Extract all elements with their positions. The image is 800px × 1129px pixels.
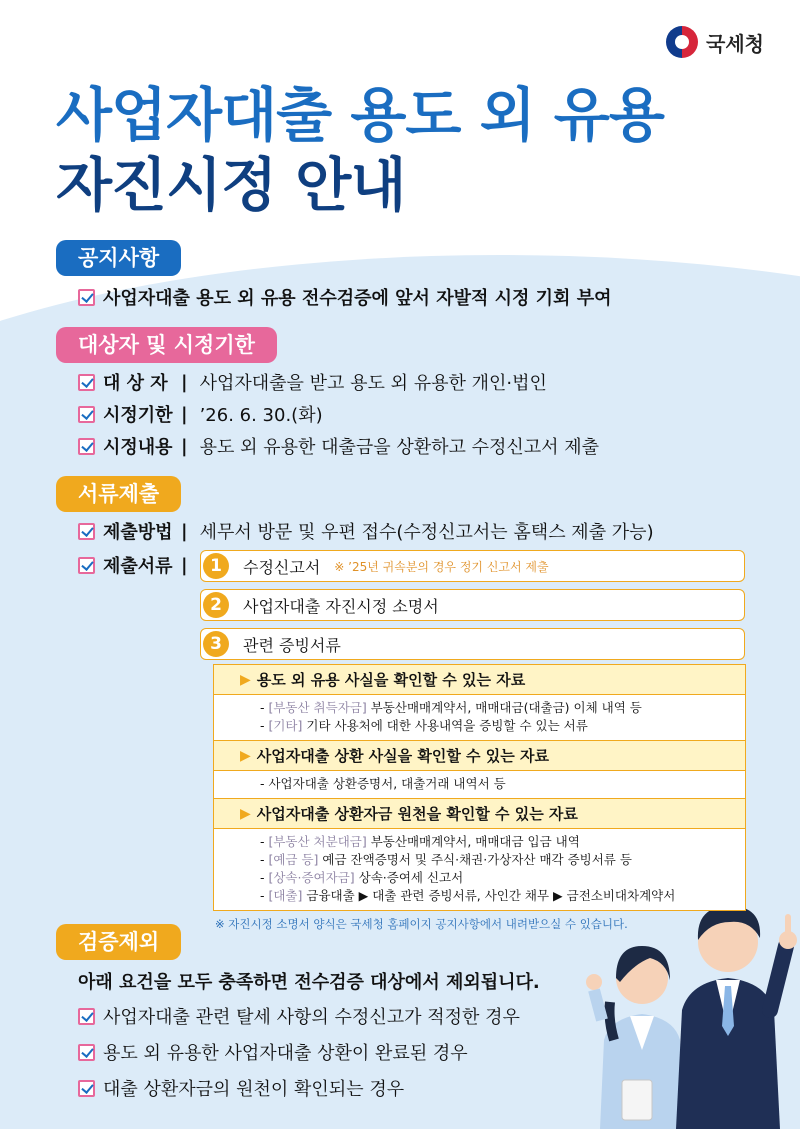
notice-section bbox=[56, 240, 181, 276]
submission-method: 제출방법 | 세무서 방문 및 우편 접수(수정신고서는 홈택스 제출 가능) bbox=[78, 515, 654, 547]
evidence-body bbox=[214, 771, 745, 799]
target-section bbox=[56, 327, 277, 363]
method-key: 제출방법 bbox=[103, 522, 173, 543]
doc-item bbox=[200, 589, 745, 621]
exclusion-item: 사업자대출 관련 탈세 사항의 수정신고가 적정한 경우 bbox=[78, 998, 540, 1034]
submission-section bbox=[56, 476, 181, 512]
target-value: 용도 외 유용한 대출금을 상환하고 수정신고서 제출 bbox=[199, 437, 600, 458]
logo-text: 국세청 bbox=[706, 31, 764, 56]
exclusion-label: 검증제외 bbox=[56, 924, 181, 960]
evidence-line: - [기타] 기타 사용처에 대한 사용내역을 증빙할 수 있는 서류 bbox=[260, 718, 588, 733]
title-line-2: 자진시정 안내 bbox=[56, 151, 406, 219]
evidence-heading: ▶ 사업자대출 상환 사실을 확인할 수 있는 자료 bbox=[214, 741, 745, 771]
target-label: 대상자 및 시정기한 bbox=[56, 327, 277, 363]
title-line-1: 사업자대출 용도 외 유용 bbox=[56, 81, 664, 149]
target-row: 대 상 자 | 사업자대출을 받고 용도 외 유용한 개인·법인 bbox=[78, 366, 599, 398]
form-download-note: ※ 자진시정 소명서 양식은 국세청 홈페이지 공지사항에서 내려받으실 수 있습니다. bbox=[215, 917, 628, 931]
exclusion-intro: 아래 요건을 모두 충족하면 전수검증 대상에서 제외됩니다. bbox=[78, 972, 540, 993]
doc-note: ※ ’25년 귀속분의 경우 정기 신고서 제출 bbox=[334, 559, 549, 574]
evidence-body bbox=[214, 829, 745, 910]
evidence-table bbox=[213, 664, 746, 911]
evidence-line: - 사업자대출 상환증명서, 대출거래 내역서 등 bbox=[260, 776, 506, 791]
checkbox-icon bbox=[78, 374, 95, 391]
doc-label: 사업자대출 자진시정 소명서 bbox=[243, 596, 439, 616]
exclusion-item: 대출 상환자금의 원천이 확인되는 경우 bbox=[78, 1070, 540, 1106]
method-value: 세무서 방문 및 우편 접수(수정신고서는 홈택스 제출 가능) bbox=[199, 522, 654, 543]
submission-docs: 제출서류 | bbox=[78, 549, 200, 581]
checkbox-icon bbox=[78, 557, 95, 574]
target-value: ’26. 6. 30.(화) bbox=[199, 405, 323, 426]
doc-label: 수정신고서 bbox=[243, 557, 321, 577]
man-figure-icon bbox=[676, 906, 797, 1129]
checkbox-icon bbox=[78, 438, 95, 455]
triangle-icon: ▶ bbox=[240, 805, 251, 822]
checkbox-icon bbox=[78, 523, 95, 540]
evidence-line: - [부동산 처분대금] 부동산매매계약서, 매매대금 입금 내역 bbox=[260, 834, 580, 849]
submission-label: 서류제출 bbox=[56, 476, 181, 512]
doc-item bbox=[200, 550, 745, 582]
target-key: 시정내용 bbox=[103, 437, 173, 458]
evidence-line: - [부동산 취득자금] 부동산매매계약서, 매매대금(대출금) 이체 내역 등 bbox=[260, 700, 642, 715]
notice-label: 공지사항 bbox=[56, 240, 181, 276]
checkbox-icon bbox=[78, 406, 95, 423]
evidence-heading: ▶ 사업자대출 상환자금 원천을 확인할 수 있는 자료 bbox=[214, 799, 745, 829]
evidence-body bbox=[214, 695, 745, 741]
checkbox-icon bbox=[78, 1044, 95, 1061]
exclusion-item: 용도 외 유용한 사업자대출 상환이 완료된 경우 bbox=[78, 1034, 540, 1070]
woman-figure-icon bbox=[586, 946, 684, 1129]
checkbox-icon bbox=[78, 289, 95, 306]
doc-item bbox=[200, 628, 745, 660]
target-row: 시정기한 | ’26. 6. 30.(화) bbox=[78, 398, 599, 430]
number-badge: 2 bbox=[203, 592, 229, 618]
target-row: 시정내용 | 용도 외 유용한 대출금을 상환하고 수정신고서 제출 bbox=[78, 430, 599, 462]
target-key: 대 상 자 bbox=[103, 373, 168, 394]
page-title bbox=[56, 80, 664, 220]
taegeuk-icon bbox=[666, 26, 698, 58]
triangle-icon: ▶ bbox=[240, 671, 251, 688]
triangle-icon: ▶ bbox=[240, 747, 251, 764]
number-badge: 1 bbox=[203, 553, 229, 579]
notice-item bbox=[78, 281, 612, 313]
target-list bbox=[78, 366, 599, 462]
evidence-line: - [대출] 금융대출 ▶ 대출 관련 증빙서류, 사인간 채무 ▶ 금전소비대차계약서 bbox=[260, 888, 676, 903]
exclusion-section bbox=[56, 924, 181, 960]
evidence-line: - [예금 등] 예금 잔액증명서 및 주식·채권·가상자산 매각 증빙서류 등 bbox=[260, 852, 632, 867]
evidence-heading: ▶ 용도 외 유용 사실을 확인할 수 있는 자료 bbox=[214, 665, 745, 695]
checkbox-icon bbox=[78, 1008, 95, 1025]
exclusion-list bbox=[78, 964, 540, 1106]
number-badge: 3 bbox=[203, 631, 229, 657]
notice-text: 사업자대출 용도 외 유용 전수검증에 앞서 자발적 시정 기회 부여 bbox=[103, 288, 612, 309]
evidence-line: - [상속·증여자금] 상속·증여세 신고서 bbox=[260, 870, 464, 885]
doc-label: 관련 증빙서류 bbox=[243, 635, 341, 655]
nts-logo bbox=[666, 26, 764, 58]
target-key: 시정기한 bbox=[103, 405, 173, 426]
checkbox-icon bbox=[78, 1080, 95, 1097]
docs-key: 제출서류 bbox=[103, 556, 173, 577]
target-value: 사업자대출을 받고 용도 외 유용한 개인·법인 bbox=[199, 373, 547, 394]
